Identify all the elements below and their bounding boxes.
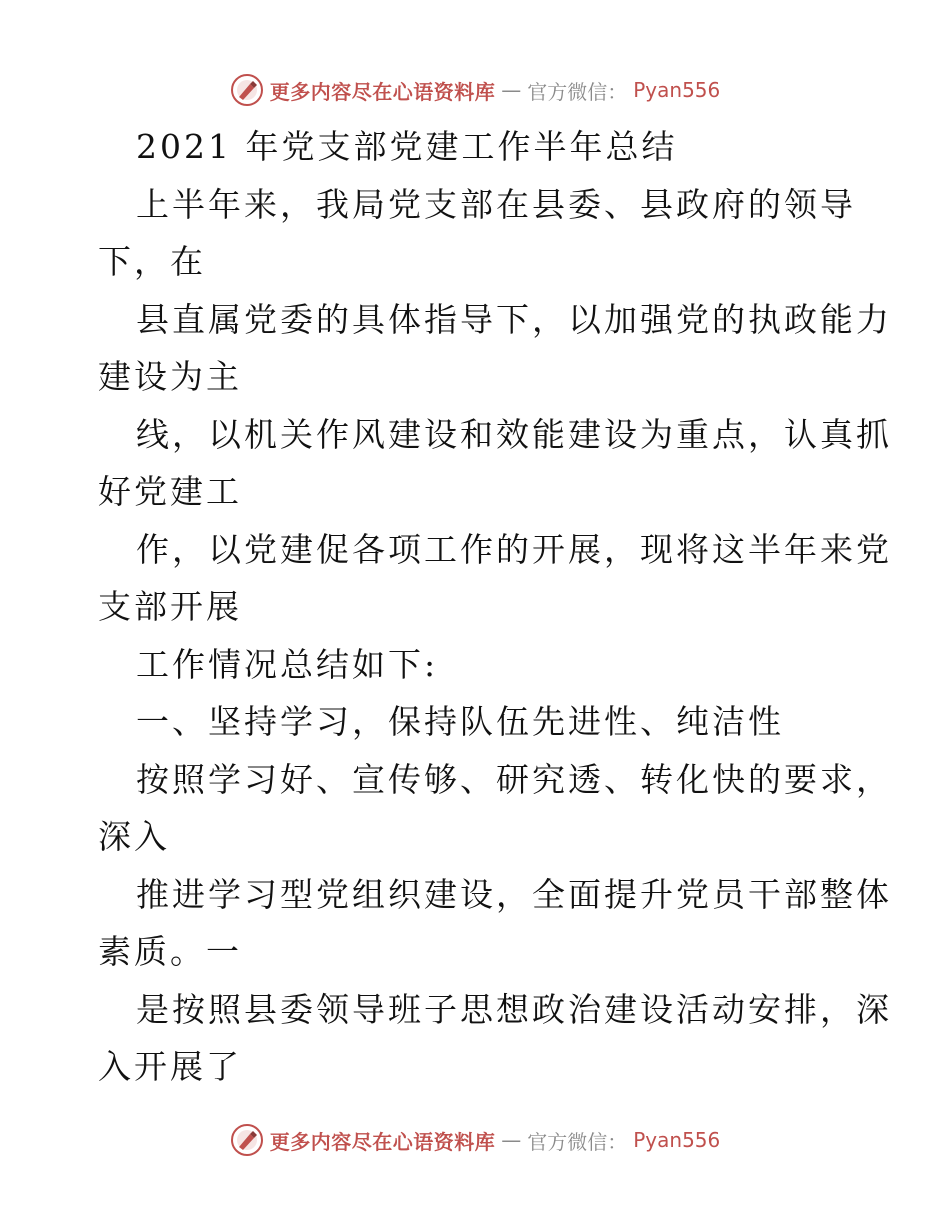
document-body xyxy=(98,118,892,1096)
paragraph-line: 入开展了 xyxy=(98,1047,242,1086)
paragraph-line: 按照学习好、宣传够、研究透、转化快的要求， xyxy=(136,759,892,799)
paragraph-line: 作，以党建促各项工作的开展，现将这半年来党 xyxy=(136,529,892,569)
brand-text: 更多内容尽在心语资料库 xyxy=(269,1129,496,1154)
wechat-id: Pyan556 xyxy=(633,1128,721,1152)
paragraph-line: 支部开展 xyxy=(98,587,242,626)
pen-nib-circle-icon xyxy=(230,1123,264,1157)
separator: — xyxy=(501,1128,522,1152)
paragraph-line: 工作情况总结如下: xyxy=(136,644,439,684)
paragraph-line: 县直属党委的具体指导下，以加强党的执政能力 xyxy=(136,299,892,339)
wechat-label: 官方微信： xyxy=(527,79,628,104)
paragraph-line: 好党建工 xyxy=(98,472,242,511)
separator: — xyxy=(501,78,522,102)
header-banner xyxy=(0,70,950,110)
paragraph-line: 是按照县委领导班子思想政治建设活动安排，深 xyxy=(136,989,892,1029)
paragraph-line: 上半年来，我局党支部在县委、县政府的领导 xyxy=(136,184,856,224)
section-heading: 一、坚持学习，保持队伍先进性、纯洁性 xyxy=(136,702,784,741)
paragraph-line: 下，在 xyxy=(98,242,206,281)
document-title: 2021 年党支部党建工作半年总结 xyxy=(136,127,678,166)
pen-nib-circle-icon xyxy=(230,73,264,107)
paragraph-line: 建设为主 xyxy=(98,357,242,396)
paragraph-line: 素质。一 xyxy=(98,932,242,971)
footer-banner xyxy=(0,1120,950,1160)
paragraph-line: 线，以机关作风建设和效能建设为重点，认真抓 xyxy=(136,414,892,454)
wechat-id: Pyan556 xyxy=(633,78,721,102)
wechat-label: 官方微信： xyxy=(527,1129,628,1154)
paragraph-line: 推进学习型党组织建设，全面提升党员干部整体 xyxy=(136,874,892,914)
paragraph-line: 深入 xyxy=(98,817,170,856)
brand-text: 更多内容尽在心语资料库 xyxy=(269,79,496,104)
